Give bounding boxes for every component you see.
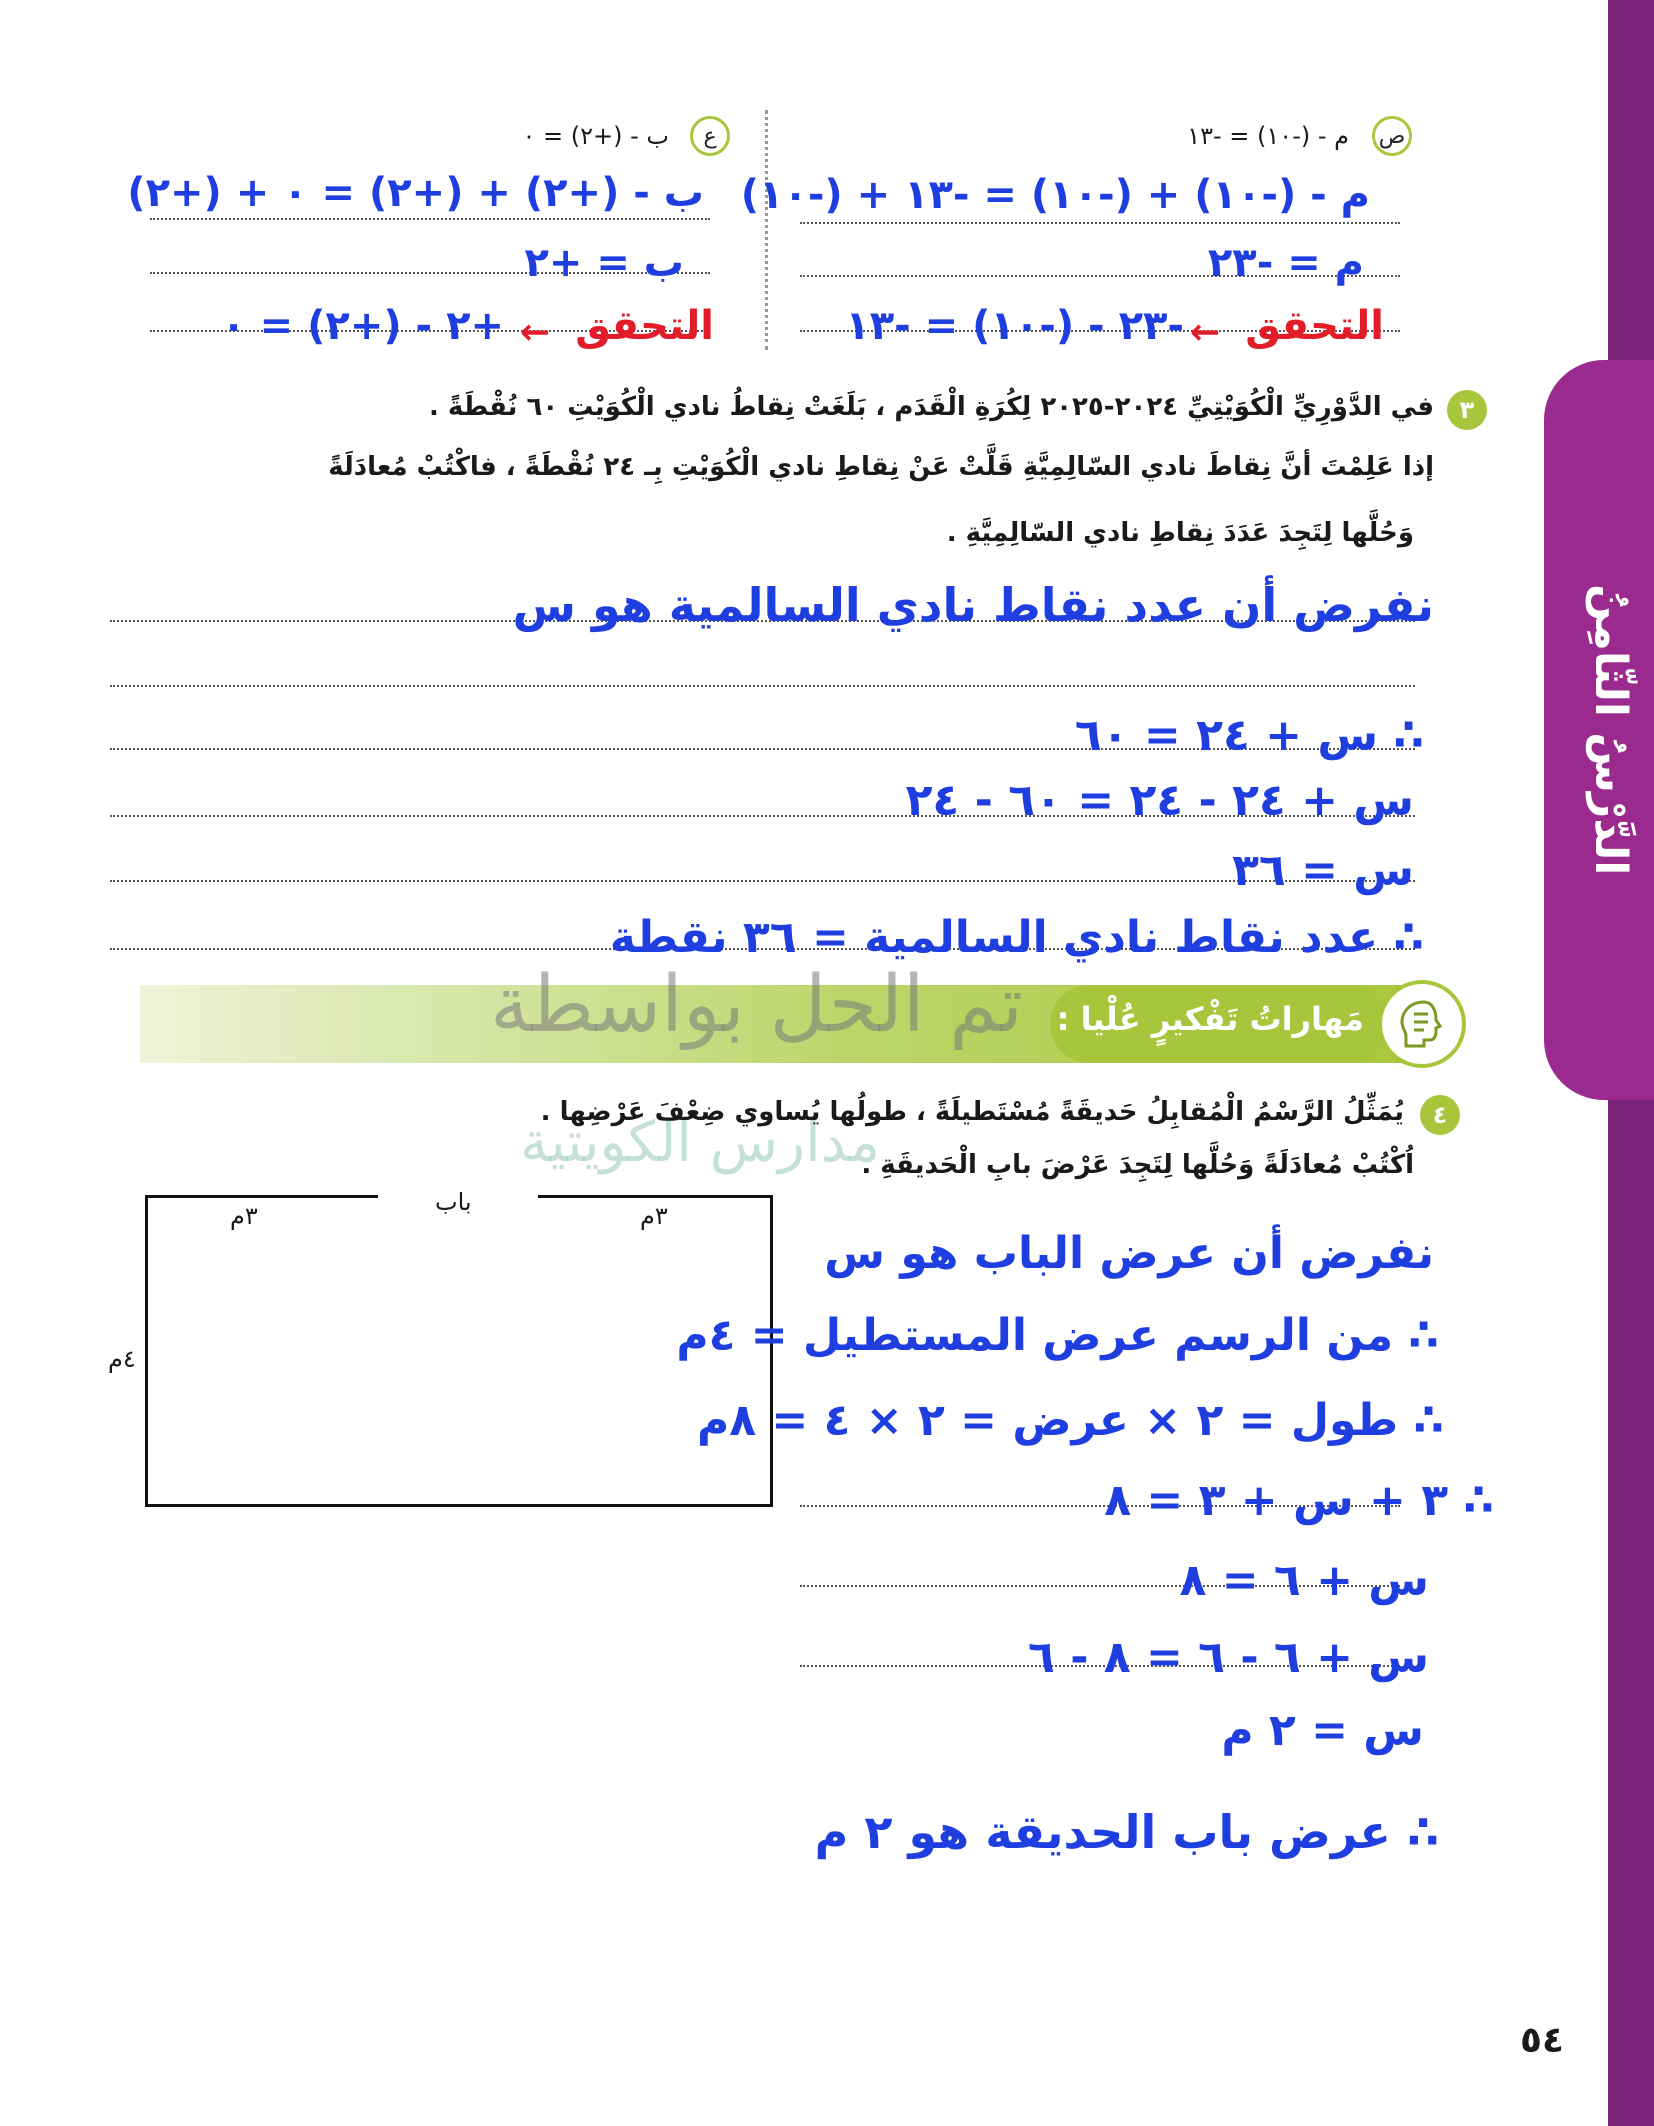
check-label: التحقق (575, 303, 714, 349)
handwritten-step: م = -٢٣ (1207, 240, 1364, 286)
exercise-ain-equation: ب - (+٢) = ٠ (522, 122, 669, 150)
column-divider (765, 110, 768, 350)
right-segment-label: ٣م (640, 1202, 668, 1230)
watermark-text: مدارس الكويتية (520, 1110, 881, 1175)
exercise-sad-equation: م - (-١٠) = -١٣ (1187, 122, 1349, 150)
handwritten-check: -٢٣ - (-١٠) = -١٣ (845, 303, 1184, 349)
handwritten-step: ∴ ٣ + س + ٣ = ٨ (1104, 1475, 1494, 1526)
door-label: باب (435, 1188, 472, 1216)
question-3-line-1: في الدَّوْرِيِّ الْكُوَيْتِيِّ ٢٠٢٤-٢٠٢٥ لِكُرَةِ الْقَدَم ، بَلَغَتْ نِقاطُ نادي الْكُوَيْتِ ٦٠ نُقْطَةً . (428, 392, 1434, 422)
answer-line (110, 685, 1415, 687)
handwritten-step: ب = +٢ (524, 240, 684, 286)
handwritten-step: ∴ من الرسم عرض المستطيل = ٤م (676, 1310, 1439, 1361)
page-number: ٥٤ (1520, 2020, 1564, 2061)
left-segment-label: ٣م (230, 1202, 258, 1230)
handwritten-step: نفرض أن عدد نقاط نادي السالمية هو س (512, 578, 1434, 632)
question-number-badge: ٣ (1447, 390, 1487, 430)
thinking-head-icon (1378, 980, 1466, 1068)
question-3-line-2: إذا عَلِمْتَ أنَّ نِقاطَ نادي السّالِمِيَّةِ قَلَّتْ عَنْ نِقاطِ نادي الْكُوَيْتِ بِـ ٢٤ نُقْطَةً ، فاكْتُبْ مُعادَلَةً (328, 452, 1434, 482)
handwritten-step: ∴ س + ٢٤ = ٦٠ (1074, 710, 1424, 761)
arrow-icon: ← (520, 312, 551, 353)
handwritten-step: ب - (+٢) + (+٢) = ٠ + (+٢) (127, 170, 704, 216)
section-banner-title: مَهاراتُ تَفْكيرٍ عُلْيا : (1056, 1000, 1364, 1038)
handwritten-check: +٢ - (+٢) = ٠ (221, 303, 504, 349)
handwritten-step: ∴ عرض باب الحديقة هو ٢ م (814, 1805, 1439, 1859)
handwritten-step: س = ٢ م (1221, 1705, 1424, 1756)
question-3-line-3: وَحُلَّها لِتَجِدَ عَدَدَ نِقاطِ نادي السّالِمِيَّةِ . (946, 518, 1414, 548)
height-label: ٤م (108, 1345, 136, 1373)
handwritten-step: ∴ عدد نقاط نادي السالمية = ٣٦ نقطة (609, 912, 1424, 963)
handwritten-step: نفرض أن عرض الباب هو س (824, 1228, 1434, 1279)
handwritten-step: م - (-١٠) + (-١٠) = -١٣ + (-١٠) (740, 172, 1370, 218)
answer-line (150, 218, 710, 220)
handwritten-step: س = ٣٦ (1232, 845, 1414, 896)
question-4-line-2: اُكْتُبْ مُعادَلَةً وَحُلَّها لِتَجِدَ عَرْضَ بابِ الْحَديقَةِ . (861, 1150, 1414, 1180)
handwritten-step: س + ٢٤ - ٢٤ = ٦٠ - ٢٤ (905, 775, 1414, 826)
answer-line (110, 880, 1415, 882)
answer-line (800, 222, 1400, 224)
watermark-text: تم الحل بواسطة (490, 960, 1023, 1050)
handwritten-step: س + ٦ - ٦ = ٨ - ٦ (1028, 1632, 1429, 1683)
exercise-letter-ain: ع (690, 116, 730, 156)
lesson-title: الدَّرْسُ الثّامِنُ (1585, 584, 1636, 876)
exercise-letter-sad: ص (1372, 116, 1412, 156)
question-4-line-1: يُمَثِّلُ الرَّسْمُ الْمُقابِلُ حَديقَةً مُسْتَطيلَةً ، طولُها يُساوي ضِعْفَ عَرْضِها . (540, 1097, 1404, 1127)
question-number-badge: ٤ (1420, 1095, 1460, 1135)
check-label: التحقق (1245, 303, 1384, 349)
handwritten-step: ∴ طول = ٢ × عرض = ٢ × ٤ = ٨م (697, 1395, 1444, 1446)
arrow-icon: ← (1190, 312, 1221, 353)
handwritten-step: س + ٦ = ٨ (1179, 1555, 1429, 1606)
